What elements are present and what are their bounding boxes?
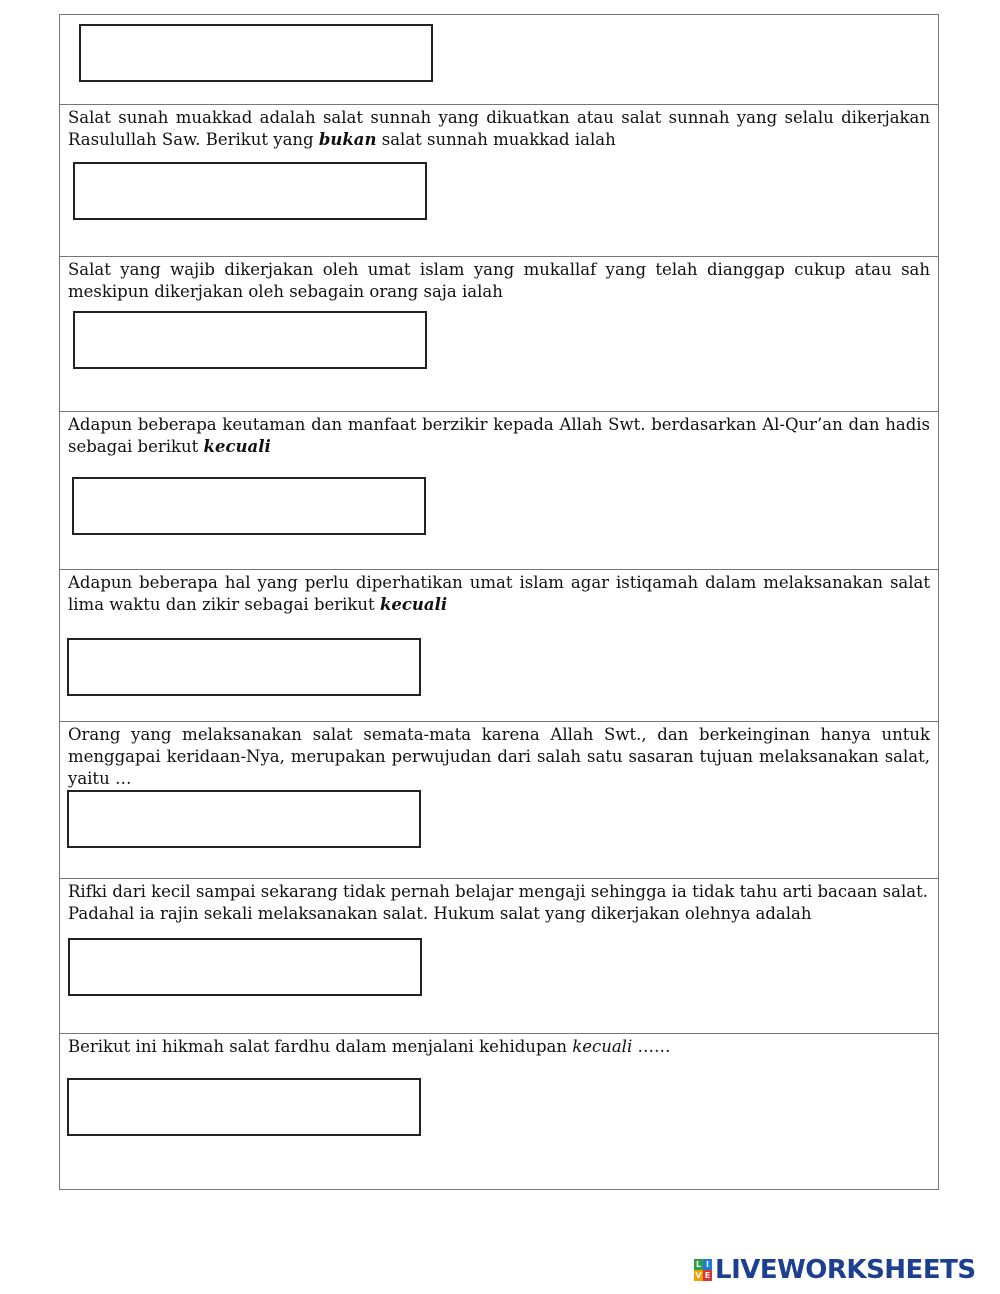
question-segment: …… bbox=[632, 1037, 671, 1056]
live-badge-icon bbox=[694, 1259, 712, 1281]
question-text bbox=[68, 259, 930, 303]
question-row-1 bbox=[60, 15, 938, 104]
brand-name: LIVEWORKSHEETS bbox=[715, 1255, 976, 1285]
worksheet-table bbox=[59, 14, 939, 1190]
question-row-3 bbox=[60, 256, 938, 411]
question-segment: Adapun beberapa keutaman dan manfaat berzikir kepada Allah Swt. berdasarkan Al-Qur’an dan hadis sebagai berikut bbox=[68, 415, 930, 456]
question-segment: Salat yang wajib dikerjakan oleh umat islam yang mukallaf yang telah dianggap cukup atau sah meskipun dikerjakan oleh sebagain orang saja ialah bbox=[68, 260, 930, 301]
answer-box-7[interactable] bbox=[68, 938, 422, 996]
question-row-5 bbox=[60, 569, 938, 721]
liveworksheets-logo bbox=[694, 1256, 976, 1284]
answer-box-1[interactable] bbox=[79, 24, 433, 82]
question-text bbox=[68, 107, 930, 151]
question-row-2 bbox=[60, 104, 938, 256]
answer-box-8[interactable] bbox=[67, 1078, 421, 1136]
question-segment: salat sunnah muakkad ialah bbox=[376, 130, 616, 149]
question-row-6 bbox=[60, 721, 938, 878]
answer-box-2[interactable] bbox=[73, 162, 427, 220]
question-segment: Rifki dari kecil sampai sekarang tidak pernah belajar mengaji sehingga ia tidak tahu arti bacaan salat. Padahal ia rajin sekali melaksanakan salat. Hukum salat yang dikerjakan olehnya adalah bbox=[68, 882, 928, 923]
question-segment: Adapun beberapa hal yang perlu diperhatikan umat islam agar istiqamah dalam melaksanakan salat lima waktu dan zikir sebagai berikut bbox=[68, 573, 930, 614]
question-row-4 bbox=[60, 411, 938, 569]
answer-box-6[interactable] bbox=[67, 790, 421, 848]
badge-letter: L bbox=[695, 1260, 702, 1269]
question-row-7 bbox=[60, 878, 938, 1033]
question-segment: Berikut ini hikmah salat fardhu dalam menjalani kehidupan bbox=[68, 1037, 573, 1056]
question-text bbox=[68, 414, 930, 458]
emphasis-text: kecuali bbox=[572, 1037, 633, 1056]
question-text bbox=[68, 724, 930, 790]
badge-letter: I bbox=[703, 1259, 712, 1270]
emphasis-text: bukan bbox=[318, 130, 377, 149]
question-row-8 bbox=[60, 1033, 938, 1189]
question-text bbox=[68, 881, 930, 925]
badge-letter: V bbox=[695, 1271, 702, 1280]
answer-box-3[interactable] bbox=[73, 311, 427, 369]
question-text bbox=[68, 1036, 930, 1058]
question-text bbox=[68, 572, 930, 616]
badge-letter: E bbox=[704, 1271, 711, 1280]
answer-box-5[interactable] bbox=[67, 638, 421, 696]
emphasis-text: kecuali bbox=[203, 437, 271, 456]
question-segment: Orang yang melaksanakan salat semata-mata karena Allah Swt., dan berkeinginan hanya untuk menggapai keridaan-Nya, merupakan perwujudan dari salah satu sasaran tujuan melaksanakan salat, yaitu … bbox=[68, 725, 930, 788]
emphasis-text: kecuali bbox=[379, 595, 448, 614]
question-segment: Salat sunah muakkad adalah salat sunnah yang dikuatkan atau salat sunnah yang selalu dikerjakan Rasulullah Saw. Berikut yang bbox=[68, 108, 930, 149]
answer-box-4[interactable] bbox=[72, 477, 426, 535]
